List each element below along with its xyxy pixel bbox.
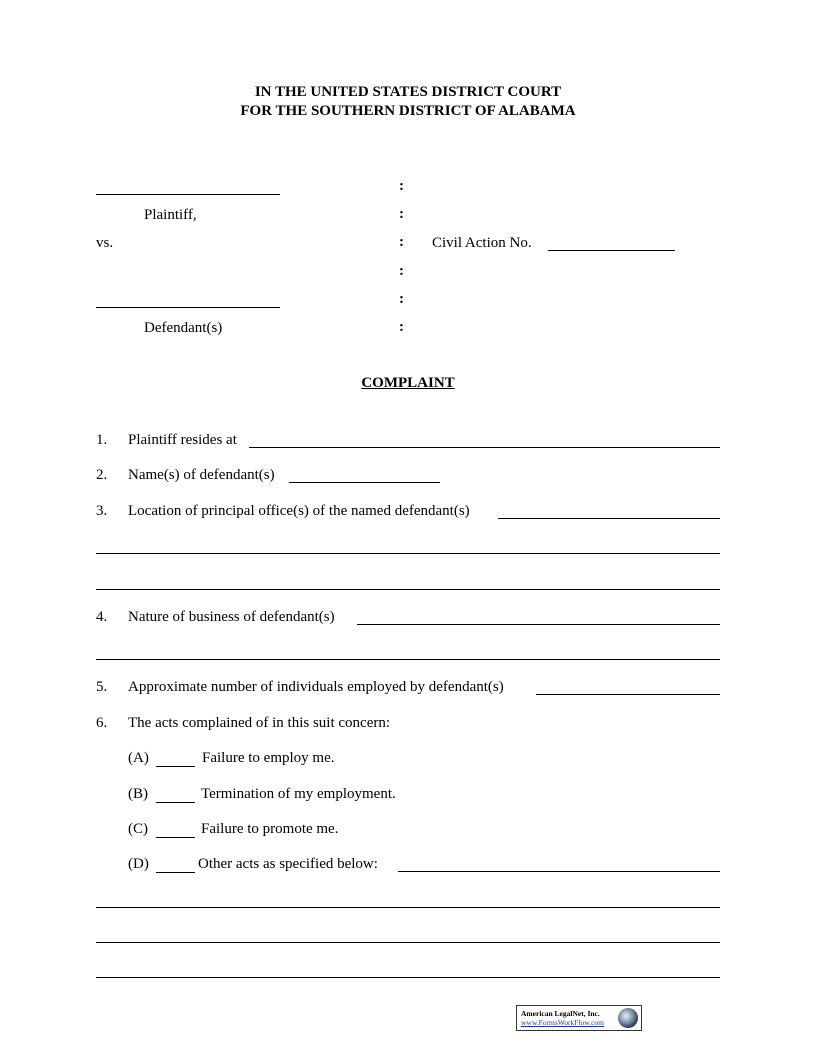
act-a-checkbox-line[interactable]	[156, 766, 195, 767]
act-b-label: (B)	[128, 786, 148, 802]
act-a-label: (A)	[128, 750, 149, 766]
principal-office-field-line-2[interactable]	[96, 553, 720, 554]
item-3-number: 3.	[96, 503, 108, 519]
other-acts-field-line-2[interactable]	[96, 907, 720, 908]
item-1-label: Plaintiff resides at	[128, 432, 237, 448]
civil-action-label: Civil Action No.	[432, 235, 532, 251]
item-2-label: Name(s) of defendant(s)	[128, 467, 275, 483]
item-6-label: The acts complained of in this suit concern:	[128, 715, 391, 731]
caption-colon: :	[399, 319, 404, 335]
act-b-checkbox-line[interactable]	[156, 802, 195, 803]
vs-label: vs.	[96, 235, 114, 251]
defendant-name-field[interactable]	[96, 307, 280, 308]
defendant-names-field[interactable]	[289, 482, 440, 483]
civil-action-number-field[interactable]	[548, 250, 675, 251]
caption-colon: :	[399, 206, 404, 222]
employee-count-field[interactable]	[536, 694, 720, 695]
american-legalnet-logo	[516, 1005, 642, 1031]
act-c-checkbox-line[interactable]	[156, 837, 195, 838]
item-5-label: Approximate number of individuals employed by defendant(s)	[128, 679, 504, 695]
court-name-line2: FOR THE SOUTHERN DISTRICT OF ALABAMA	[240, 103, 576, 119]
item-3-label: Location of principal office(s) of the named defendant(s)	[128, 503, 470, 519]
item-6-number: 6.	[96, 715, 108, 731]
act-a-text: Failure to employ me.	[202, 750, 335, 766]
court-name-line1: IN THE UNITED STATES DISTRICT COURT	[254, 84, 562, 100]
business-nature-field[interactable]	[357, 624, 720, 625]
act-d-label: (D)	[128, 856, 149, 872]
caption-colon: :	[399, 178, 404, 194]
complaint-title	[0, 375, 816, 392]
plaintiff-name-field[interactable]	[96, 194, 280, 195]
item-4-label: Nature of business of defendant(s)	[128, 609, 335, 625]
item-1-number: 1.	[96, 432, 108, 448]
caption-colon: :	[399, 291, 404, 307]
principal-office-field[interactable]	[498, 518, 720, 519]
plaintiff-label: Plaintiff,	[144, 207, 197, 223]
caption-colon: :	[399, 234, 404, 250]
other-acts-field-line-3[interactable]	[96, 942, 720, 943]
logo-company-name: American LegalNet, Inc.	[521, 1009, 600, 1018]
logo-url-link[interactable]: www.FormsWorkFlow.com	[521, 1018, 605, 1027]
other-acts-field-line-4[interactable]	[96, 977, 720, 978]
act-b-text: Termination of my employment.	[201, 786, 396, 802]
other-acts-field[interactable]	[398, 871, 720, 872]
caption-colon: :	[399, 263, 404, 279]
act-d-text: Other acts as specified below:	[198, 856, 378, 872]
act-c-text: Failure to promote me.	[201, 821, 339, 837]
item-2-number: 2.	[96, 467, 108, 483]
item-4-number: 4.	[96, 609, 108, 625]
business-nature-field-line-2[interactable]	[96, 659, 720, 660]
item-5-number: 5.	[96, 679, 108, 695]
plaintiff-address-field[interactable]	[249, 447, 720, 448]
defendant-label: Defendant(s)	[144, 320, 223, 336]
complaint-title-text: COMPLAINT	[361, 375, 455, 391]
act-d-checkbox-line[interactable]	[156, 872, 195, 873]
globe-icon	[618, 1008, 638, 1028]
principal-office-field-line-3[interactable]	[96, 589, 720, 590]
act-c-label: (C)	[128, 821, 148, 837]
